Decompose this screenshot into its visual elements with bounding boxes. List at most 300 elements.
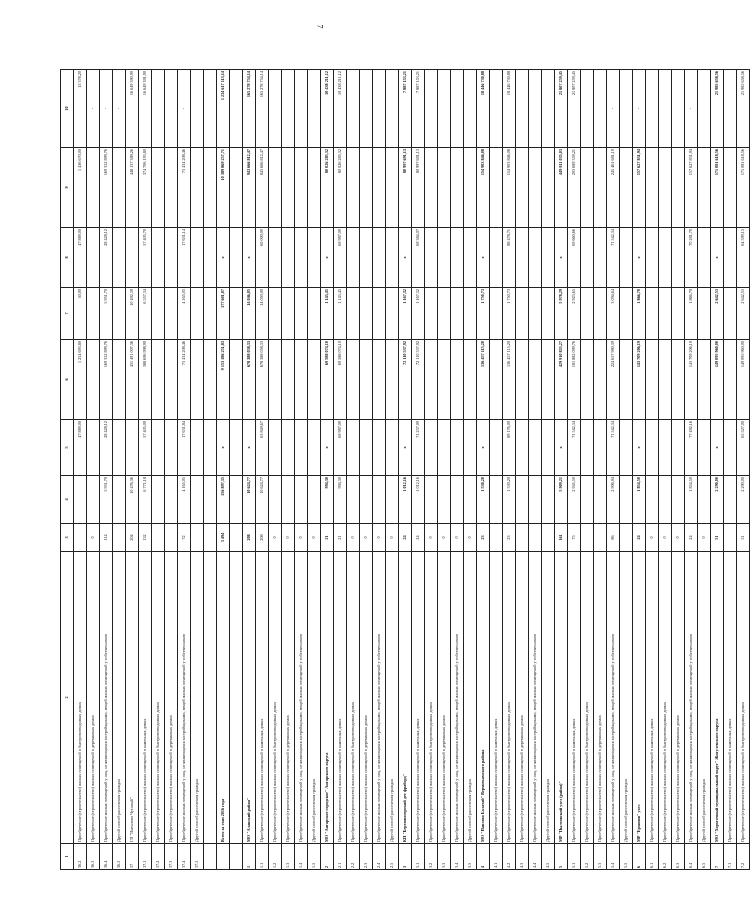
description-cell: Другой способ расселения граждан	[542, 552, 555, 844]
value-cell: 1 254 693,80	[74, 340, 87, 420]
value-cell: 1 143,45	[334, 288, 347, 340]
table-row	[555, 70, 568, 870]
value-cell	[490, 420, 503, 476]
table-row	[334, 70, 347, 870]
rotated-table-container	[60, 70, 745, 870]
value-cell: 10 438 211,12	[321, 70, 334, 148]
value-cell	[425, 70, 438, 148]
value-cell: 4 165,05	[178, 288, 191, 340]
value-cell	[87, 340, 100, 420]
value-cell	[386, 148, 399, 228]
value-cell	[373, 70, 386, 148]
value-cell: 69 588 074,10	[321, 340, 334, 420]
value-cell	[672, 340, 685, 420]
value-cell: 21 985 658,56	[711, 70, 724, 148]
row-number-cell: 2.5	[386, 844, 399, 870]
value-cell: 1 012,16	[412, 476, 425, 524]
table-row	[724, 70, 737, 870]
value-cell: x	[217, 228, 230, 288]
value-cell: 678 388 058,33	[243, 340, 256, 420]
value-cell: 69 660,66	[568, 228, 581, 288]
value-cell	[308, 340, 321, 420]
value-cell	[308, 476, 321, 524]
value-cell: 0	[386, 524, 399, 552]
value-cell: 1 143,45	[321, 288, 334, 340]
column-number-header: 1	[61, 844, 74, 870]
row-number-cell: 36.4	[100, 844, 113, 870]
value-cell: 388 696 998,90	[139, 340, 152, 420]
row-number-cell: 37.4	[178, 844, 191, 870]
row-number-cell: 5.2	[581, 844, 594, 870]
value-cell	[295, 70, 308, 148]
value-cell: 1 750,73	[477, 288, 490, 340]
value-cell	[451, 340, 464, 420]
value-cell	[516, 340, 529, 420]
description-cell: МО "Павлово Балатай" Верхнекамского района	[477, 552, 490, 844]
row-number-cell: 2.2	[347, 844, 360, 870]
description-cell: Приобретение (строительство) жилых помещений в быстровозводимых домах	[152, 552, 165, 844]
value-cell	[113, 288, 126, 340]
value-cell: 448 137 389,26	[126, 148, 139, 228]
table-row	[373, 70, 386, 870]
value-cell: 143 709 206,19	[685, 340, 698, 420]
value-cell: -	[113, 70, 126, 148]
value-cell: 80 997 691,13	[399, 148, 412, 228]
value-cell	[451, 420, 464, 476]
row-number-cell: 3.5	[464, 844, 477, 870]
value-cell	[464, 288, 477, 340]
description-cell: Всего за этап 2016 года	[217, 552, 230, 844]
value-cell: 157 627 831,94	[633, 148, 646, 228]
description-cell: Приобретение (строительство) жилых помещений в каменных домах	[139, 552, 152, 844]
table-row	[360, 70, 373, 870]
value-cell	[269, 288, 282, 340]
value-cell	[373, 228, 386, 288]
table-row	[243, 70, 256, 870]
value-cell	[646, 476, 659, 524]
value-cell: 3 494	[217, 524, 230, 552]
row-number-cell: 4.1	[490, 844, 503, 870]
value-cell	[724, 420, 737, 476]
row-number-cell: 2.1	[334, 844, 347, 870]
table-row	[451, 70, 464, 870]
value-cell: 1 530,20	[503, 476, 516, 524]
value-cell	[620, 70, 633, 148]
value-cell	[165, 288, 178, 340]
row-number-cell: 36.5	[113, 844, 126, 870]
table-row	[425, 70, 438, 870]
value-cell	[87, 420, 100, 476]
row-number-cell: 2	[321, 844, 334, 870]
table-row	[100, 70, 113, 870]
value-cell	[204, 340, 217, 420]
value-cell: 181 882 099,76	[568, 340, 581, 420]
value-cell: 0	[360, 524, 373, 552]
value-cell	[529, 524, 542, 552]
table-row	[672, 70, 685, 870]
value-cell	[659, 340, 672, 420]
description-cell: Приобретение (строительство) жилых помещений в быстровозводимых домах	[503, 552, 516, 844]
value-cell: 24	[633, 524, 646, 552]
row-number-cell: 5.3	[594, 844, 607, 870]
value-cell: x	[477, 228, 490, 288]
table-row	[685, 70, 698, 870]
row-number-cell: 2.3	[360, 844, 373, 870]
table-row	[321, 70, 334, 870]
value-cell: 71 237,00	[412, 420, 425, 476]
value-cell	[581, 340, 594, 420]
value-cell: 374 706 193,80	[139, 148, 152, 228]
value-cell	[191, 420, 204, 476]
value-cell: 9 153 186 251,83	[217, 340, 230, 420]
value-cell: 3 094,64	[607, 288, 620, 340]
value-cell: -	[178, 70, 191, 148]
value-cell: 24	[685, 524, 698, 552]
row-number-cell	[217, 844, 230, 870]
value-cell	[295, 420, 308, 476]
value-cell	[269, 476, 282, 524]
value-cell	[360, 476, 373, 524]
row-number-cell: 3.3	[438, 844, 451, 870]
description-cell: Приобретение жилых помещений у лиц, не являющихся застройщиками, вещей жилых помещений у собственников	[451, 552, 464, 844]
value-cell	[308, 420, 321, 476]
row-number-cell	[204, 844, 217, 870]
value-cell	[113, 524, 126, 552]
description-cell: Приобретение (строительство) жилых помещений в быстровозводимых домах	[425, 552, 438, 844]
value-cell	[672, 476, 685, 524]
description-cell: Другой способ расселения граждан	[620, 552, 633, 844]
value-cell	[360, 228, 373, 288]
value-cell: 80 997 691,13	[412, 148, 425, 228]
value-cell: 1 854,50	[633, 476, 646, 524]
row-number-cell: 5.5	[620, 844, 633, 870]
value-cell	[542, 288, 555, 340]
value-cell	[295, 476, 308, 524]
table-row	[295, 70, 308, 870]
row-number-cell: 7.1	[724, 844, 737, 870]
value-cell	[360, 288, 373, 340]
value-cell: x	[243, 420, 256, 476]
header-row	[61, 70, 74, 870]
value-cell	[646, 420, 659, 476]
value-cell	[516, 420, 529, 476]
value-cell: 10 389 869 257,71	[217, 148, 230, 228]
description-cell: Приобретение жилых помещений у лиц, не являющихся застройщиками, вещей жилых помещений у собственников	[685, 552, 698, 844]
value-cell	[724, 228, 737, 288]
row-number-cell: 37.5	[191, 844, 204, 870]
table-row	[438, 70, 451, 870]
table-row	[607, 70, 620, 870]
description-cell: Приобретение (строительство) жилых помещений в каменных домах	[490, 552, 503, 844]
value-cell: 2 290,00	[737, 476, 750, 524]
value-cell: 21	[321, 524, 334, 552]
value-cell	[113, 340, 126, 420]
value-cell: 1 167,32	[399, 288, 412, 340]
value-cell: 449 811 035,03	[555, 148, 568, 228]
value-cell	[464, 148, 477, 228]
value-cell	[659, 228, 672, 288]
table-row	[464, 70, 477, 870]
value-cell: 5 909,21	[555, 476, 568, 524]
value-cell	[191, 288, 204, 340]
value-cell	[295, 288, 308, 340]
value-cell: 80 026 285,32	[321, 148, 334, 228]
value-cell: 843 666 812,47	[256, 148, 269, 228]
value-cell	[464, 70, 477, 148]
value-cell: 4 165,05	[178, 476, 191, 524]
table-row	[113, 70, 126, 870]
value-cell	[594, 228, 607, 288]
value-cell: -	[685, 70, 698, 148]
value-cell	[438, 70, 451, 148]
value-cell	[347, 288, 360, 340]
value-cell	[230, 340, 243, 420]
value-cell	[152, 340, 165, 420]
value-cell: 30,00	[74, 288, 87, 340]
row-number-cell: 1.5	[308, 844, 321, 870]
table-row	[490, 70, 503, 870]
value-cell	[516, 476, 529, 524]
value-cell: 16 649 391,90	[139, 70, 152, 148]
table-row	[568, 70, 581, 870]
value-cell: 0	[698, 524, 711, 552]
value-cell: 171 081 618,56	[711, 148, 724, 228]
value-cell	[542, 420, 555, 476]
value-cell	[386, 70, 399, 148]
value-cell: 165 278 754,14	[243, 70, 256, 148]
description-cell: Приобретение (строительство) жилых помещений в деревянных домах	[165, 552, 178, 844]
value-cell	[646, 288, 659, 340]
row-number-cell: 1	[243, 844, 256, 870]
value-cell	[672, 420, 685, 476]
value-cell	[529, 476, 542, 524]
value-cell	[282, 228, 295, 288]
table-row	[542, 70, 555, 870]
value-cell	[542, 340, 555, 420]
value-cell	[282, 288, 295, 340]
value-cell: 0	[373, 524, 386, 552]
value-cell: 0	[451, 524, 464, 552]
value-cell	[698, 148, 711, 228]
value-cell: 21	[334, 524, 347, 552]
table-row	[503, 70, 516, 870]
value-cell: 72 110 537,92	[412, 340, 425, 420]
value-cell: 63 849,67	[256, 420, 269, 476]
description-cell: Приобретение жилых помещений у лиц, не являющихся застройщиками, вещей жилых помещений у собственников	[529, 552, 542, 844]
value-cell	[308, 148, 321, 228]
value-cell	[347, 228, 360, 288]
value-cell: 431 491 007,36	[126, 340, 139, 420]
value-cell: 16 649 390,90	[126, 70, 139, 148]
value-cell	[698, 476, 711, 524]
row-number-cell: 7.2	[737, 844, 750, 870]
row-number-cell: 37.2	[152, 844, 165, 870]
value-cell	[646, 148, 659, 228]
value-cell: 994,30	[334, 476, 347, 524]
value-cell: 14 046,05	[243, 288, 256, 340]
row-number-cell: 36.3	[87, 844, 100, 870]
value-cell	[620, 148, 633, 228]
value-cell	[425, 148, 438, 228]
value-cell	[438, 288, 451, 340]
value-cell	[425, 340, 438, 420]
column-number-header: 9	[61, 148, 74, 228]
value-cell: 1 854,50	[685, 476, 698, 524]
value-cell: 72	[178, 524, 191, 552]
value-cell	[425, 288, 438, 340]
row-number-cell: 1.2	[269, 844, 282, 870]
table-row	[711, 70, 724, 870]
value-cell: 2 923,65	[568, 288, 581, 340]
value-cell: 57 405,70	[139, 228, 152, 288]
table-row	[269, 70, 282, 870]
value-cell: 89 176,00	[503, 420, 516, 476]
table-row	[594, 70, 607, 870]
value-cell	[191, 340, 204, 420]
description-cell: Приобретение жилых помещений у лиц, не являющихся застройщиками, вещей жилых помещений у собственников	[295, 552, 308, 844]
value-cell	[438, 476, 451, 524]
value-cell: 7 887 153,21	[399, 70, 412, 148]
table-row	[412, 70, 425, 870]
value-cell	[464, 228, 477, 288]
value-cell	[581, 148, 594, 228]
value-cell	[464, 420, 477, 476]
value-cell	[269, 70, 282, 148]
value-cell: 24	[412, 524, 425, 552]
value-cell	[230, 148, 243, 228]
value-cell	[438, 228, 451, 288]
value-cell	[165, 420, 178, 476]
row-number-cell: 6.4	[685, 844, 698, 870]
value-cell	[347, 148, 360, 228]
value-cell: 161	[555, 524, 568, 552]
value-cell: x	[633, 228, 646, 288]
value-cell: 71 542,34	[568, 420, 581, 476]
value-cell: 208	[256, 524, 269, 552]
row-number-cell: 37.1	[139, 844, 152, 870]
value-cell	[542, 70, 555, 148]
value-cell	[269, 420, 282, 476]
row-number-cell: 6.3	[672, 844, 685, 870]
row-number-cell: 37.3	[165, 844, 178, 870]
value-cell: 71 542,34	[607, 228, 620, 288]
table-row	[399, 70, 412, 870]
value-cell	[659, 70, 672, 148]
value-cell: 69 987,00	[334, 420, 347, 476]
value-cell	[113, 228, 126, 288]
value-cell: 1 012,16	[399, 476, 412, 524]
value-cell	[386, 420, 399, 476]
value-cell: x	[477, 420, 490, 476]
value-cell: 69 588 074,10	[334, 340, 347, 420]
value-cell	[360, 148, 373, 228]
value-cell	[542, 524, 555, 552]
value-cell	[165, 524, 178, 552]
table-row	[191, 70, 204, 870]
value-cell	[724, 340, 737, 420]
description-cell: Приобретение (строительство) жилых помещений в деревянных домах	[282, 552, 295, 844]
value-cell	[230, 70, 243, 148]
value-cell: x	[243, 228, 256, 288]
value-cell: 157 627 831,94	[685, 148, 698, 228]
value-cell	[87, 148, 100, 228]
value-cell: 1 866,70	[685, 288, 698, 340]
description-cell: Приобретение (строительство) жилых помещений в быстровозводимых домах	[74, 552, 87, 844]
value-cell: 23	[477, 524, 490, 552]
value-cell: 154 903 846,08	[477, 148, 490, 228]
row-number-cell: 6.2	[659, 844, 672, 870]
description-cell: Приобретение жилых помещений у лиц, не являющихся застройщиками, вещей жилых помещений у собственников	[100, 552, 113, 844]
description-cell: Приобретение (строительство) жилых помещений в деревянных домах	[87, 552, 100, 844]
value-cell	[152, 148, 165, 228]
value-cell: 6 557,34	[139, 288, 152, 340]
value-cell: 143 709 206,19	[633, 340, 646, 420]
row-number-cell: 2.4	[373, 844, 386, 870]
value-cell: 0	[295, 524, 308, 552]
value-cell	[659, 288, 672, 340]
value-cell	[347, 476, 360, 524]
table-row	[646, 70, 659, 870]
value-cell: 64 599,15	[737, 228, 750, 288]
row-number-cell: 3.1	[412, 844, 425, 870]
table-row	[282, 70, 295, 870]
value-cell: x	[633, 420, 646, 476]
value-cell	[594, 70, 607, 148]
value-cell	[87, 476, 100, 524]
table-row	[633, 70, 646, 870]
description-cell: МО "Аланский район"	[243, 552, 256, 844]
value-cell	[672, 70, 685, 148]
value-cell: x	[555, 420, 568, 476]
value-cell: 149 095 960,00	[711, 340, 724, 420]
value-cell	[191, 228, 204, 288]
table-row	[217, 70, 230, 870]
value-cell	[594, 340, 607, 420]
value-cell	[308, 288, 321, 340]
value-cell	[594, 148, 607, 228]
value-cell: 0	[425, 524, 438, 552]
value-cell: x	[321, 228, 334, 288]
value-cell: 23	[503, 524, 516, 552]
value-cell	[581, 524, 594, 552]
row-number-cell: 1.1	[256, 844, 269, 870]
description-cell: Другой способ расселения граждан	[698, 552, 711, 844]
value-cell	[581, 70, 594, 148]
value-cell	[490, 70, 503, 148]
value-cell	[620, 340, 633, 420]
value-cell: 0	[347, 524, 360, 552]
value-cell: 73 434 208,46	[178, 340, 191, 420]
value-cell: 0	[672, 524, 685, 552]
value-cell	[74, 524, 87, 552]
value-cell	[724, 288, 737, 340]
value-cell: 208	[243, 524, 256, 552]
value-cell	[191, 70, 204, 148]
value-cell	[581, 476, 594, 524]
description-cell: Приобретение (строительство) жилых помещений в деревянных домах	[438, 552, 451, 844]
value-cell	[269, 340, 282, 420]
value-cell	[451, 476, 464, 524]
value-cell: 156 897,35	[217, 476, 230, 524]
value-cell	[269, 228, 282, 288]
value-cell	[282, 420, 295, 476]
row-number-cell: 6.1	[646, 844, 659, 870]
value-cell	[516, 524, 529, 552]
table-row	[516, 70, 529, 870]
value-cell: 1 530,20	[477, 476, 490, 524]
value-cell: 51	[737, 524, 750, 552]
column-number-header: 10	[61, 70, 74, 148]
